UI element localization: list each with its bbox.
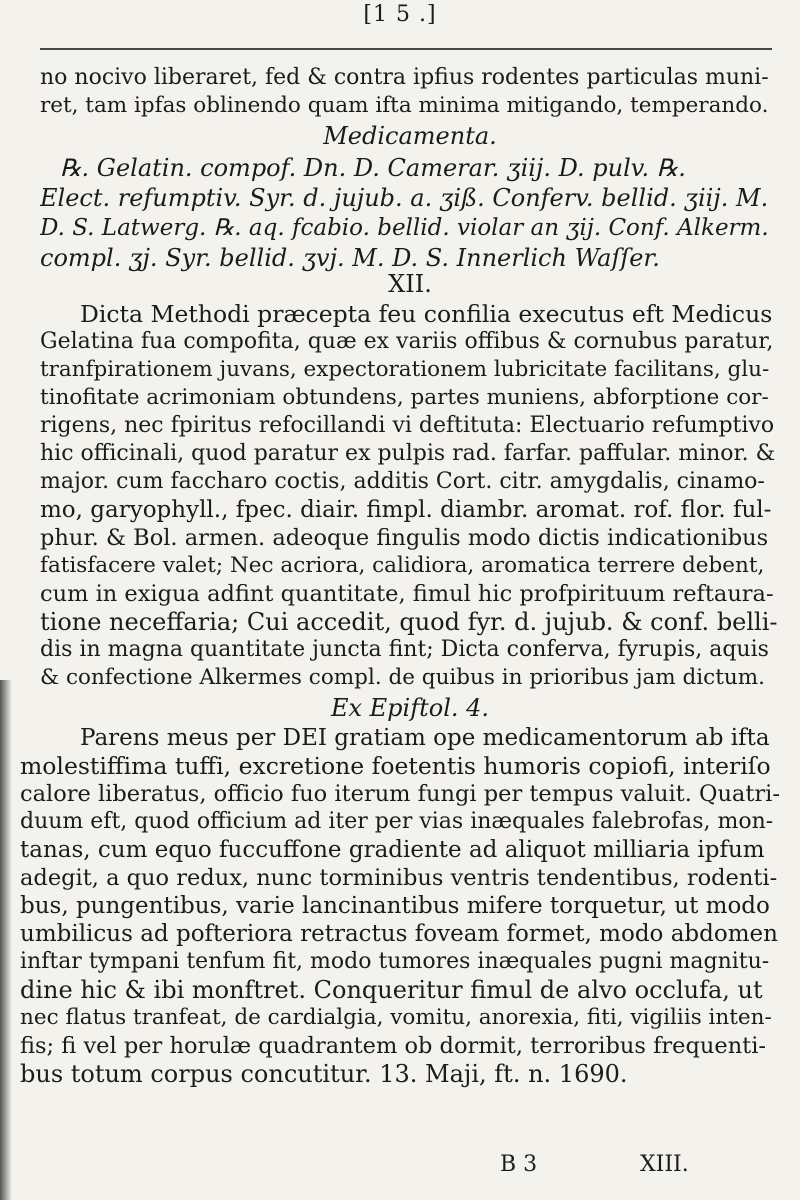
text-line: fis; fi vel per horulæ quadrantem ob dormit, terroribus frequenti- <box>20 1033 767 1059</box>
text-line: tione neceffaria; Cui accedit, quod fyr. d. jujub. & conf. belli- <box>40 608 778 636</box>
page-edge-shadow <box>0 680 12 1200</box>
section-heading-epistola: Ex Epiftol. 4. <box>330 694 490 722</box>
page-header-ornament: [1 5 .] <box>363 2 437 27</box>
text-line: mo, garyophyll., fpec. diair. fimpl. diambr. aromat. rof. flor. ful- <box>40 497 772 523</box>
section-heading-medicamenta: Medicamenta. <box>323 122 497 150</box>
section-number: XII. <box>388 270 432 298</box>
text-line: hic officinali, quod paratur ex pulpis rad. farfar. paffular. minor. & <box>40 441 776 466</box>
text-line: inftar tympani tenfum fit, modo tumores inæquales pugni magnitu- <box>20 949 770 974</box>
text-line: dis in magna quantitate juncta fint; Dicta conferva, fyrupis, aquis <box>40 637 769 662</box>
text-line: cum in exigua adfint quantitate, fimul hic profpirituum reftaura- <box>40 581 774 607</box>
text-line: duum eft, quod officium ad iter per vias inæquales falebrofas, mon- <box>20 809 774 834</box>
prescription-line: ℞. Gelatin. compof. Dn. D. Camerar. ʒiij. D. pulv. ℞. <box>60 154 686 182</box>
signature-mark: B 3 <box>500 1152 538 1177</box>
text-line: tranfpirationem juvans, expectorationem lubricitate facilitans, glu- <box>40 357 770 382</box>
text-line: umbilicus ad pofteriora retractus foveam formet, modo abdomen <box>20 921 778 947</box>
text-line: rigens, nec fpiritus refocillandi vi deftituta: Electuario refumptivo <box>40 413 775 438</box>
text-line: nec flatus tranfeat, de cardialgia, vomitu, anorexia, fiti, vigiliis inten- <box>20 1005 772 1030</box>
text-line: tinofitate acrimoniam obtundens, partes muniens, abforptione cor- <box>40 385 769 410</box>
text-line: tanas, cum equo fuccuffone gradiente ad aliquot milliaria ipfum <box>20 837 765 863</box>
prescription-line: compl. ʒj. Syr. bellid. ʒvj. M. D. S. Innerlich Waſſer. <box>40 244 660 272</box>
text-line: dine hic & ibi monftret. Conqueritur fimul de alvo occlufa, ut <box>20 976 763 1004</box>
text-line: fatisfacere valet; Nec acriora, calidiora, aromatica terrere debent, <box>40 553 765 578</box>
text-line: bus, pungentibus, varie lancinantibus mifere torquetur, ut modo <box>20 893 770 919</box>
text-line: Parens meus per DEI gratiam ope medicamentorum ab ifta <box>80 725 770 751</box>
text-line: calore liberatus, officio fuo iterum fungi per tempus valuit. Quatri- <box>20 781 780 807</box>
text-line: major. cum faccharo coctis, additis Cort. citr. amygdalis, cinamo- <box>40 469 765 494</box>
text-line: bus totum corpus concutitur. 13. Maji, ft. n. 1690. <box>20 1060 628 1088</box>
text-line: ret, tam ipfas oblinendo quam ifta minima mitigando, temperando. <box>40 93 769 118</box>
text-line: Gelatina fua compofita, quæ ex variis offibus & cornubus paratur, <box>40 329 774 354</box>
text-line: Dicta Methodi præcepta feu confilia executus eft Medicus <box>80 300 773 328</box>
catchword-number: XIII. <box>640 1152 689 1177</box>
text-line: & confectione Alkermes compl. de quibus in prioribus jam dictum. <box>40 665 765 690</box>
text-line: molestiffima tuffi, excretione foetentis humoris copiofi, interiſo <box>20 752 771 780</box>
text-line: no nocivo liberaret, fed & contra ipfius rodentes particulas muni- <box>40 65 769 90</box>
text-line: phur. & Bol. armen. adeoque fingulis modo dictis indicationibus <box>40 525 769 551</box>
prescription-line: Elect. refumptiv. Syr. d. jujub. a. ʒiß. Conferv. bellid. ʒiij. M. <box>40 184 769 212</box>
header-rule <box>40 48 772 50</box>
prescription-line: D. S. Latwerg. ℞. aq. fcabio. bellid. violar an ʒij. Conf. Alkerm. <box>40 215 769 241</box>
text-line: adegit, a quo redux, nunc torminibus ventris tendentibus, rodenti- <box>20 865 778 891</box>
